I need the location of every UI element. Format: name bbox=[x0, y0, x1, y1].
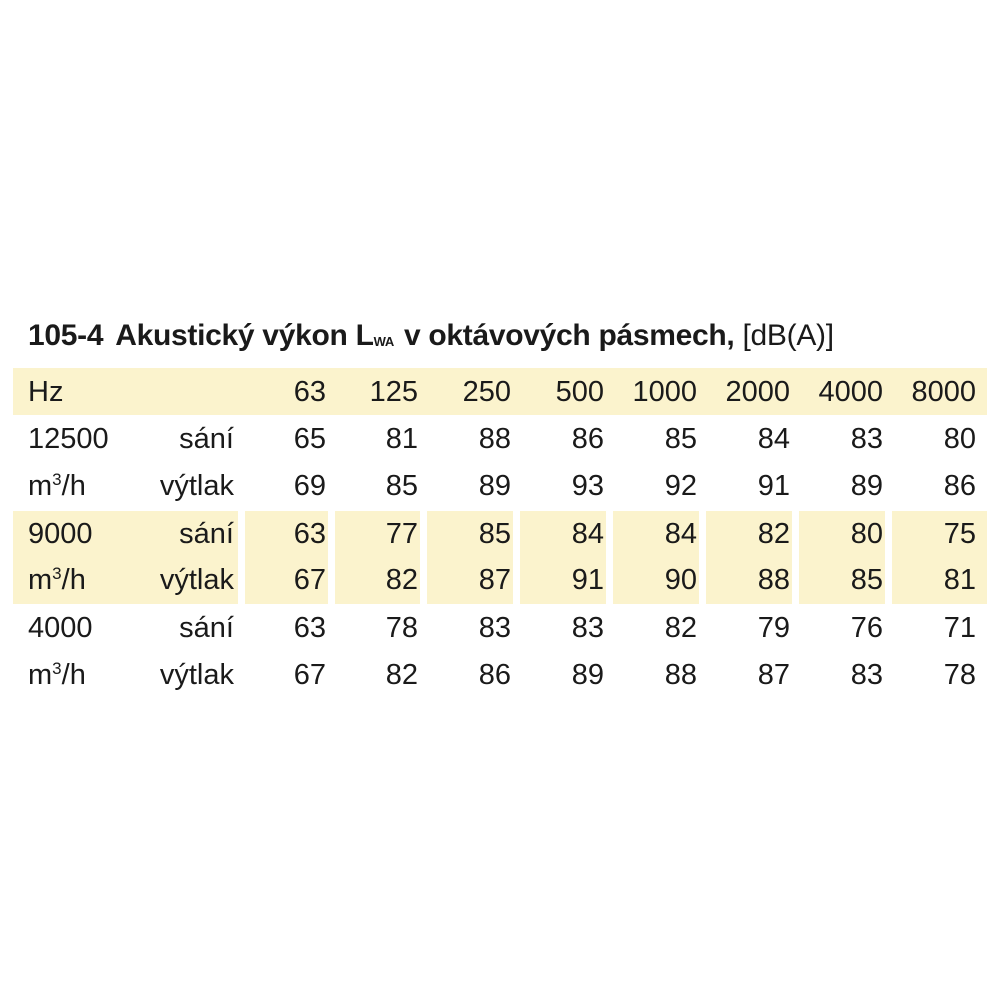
frequency-header: 63 bbox=[293, 376, 326, 408]
table-title bbox=[28, 314, 834, 363]
flow-unit-exponent: 3 bbox=[52, 659, 62, 678]
table-cell: 65 bbox=[293, 423, 326, 455]
table-cell: 83 bbox=[850, 423, 883, 455]
table-cell: 63 bbox=[293, 612, 326, 644]
table-cell: 84 bbox=[664, 518, 697, 550]
table-cell: 82 bbox=[385, 564, 418, 596]
table-cell: 75 bbox=[943, 518, 976, 550]
table-cell: 88 bbox=[664, 659, 697, 691]
table-cell: 84 bbox=[757, 423, 790, 455]
table-cell: 87 bbox=[478, 564, 511, 596]
table-cell: 80 bbox=[850, 518, 883, 550]
flow-value: 4000 bbox=[28, 612, 93, 644]
table-cell: 83 bbox=[850, 659, 883, 691]
flow-unit-base: m bbox=[28, 659, 53, 691]
table-cell: 86 bbox=[943, 470, 976, 502]
flow-value: 9000 bbox=[28, 518, 93, 550]
table-cell: 92 bbox=[664, 470, 697, 502]
table-cell: 87 bbox=[757, 659, 790, 691]
table-cell: 85 bbox=[664, 423, 697, 455]
flow-unit-tail: /h bbox=[61, 564, 86, 596]
table-cell: 80 bbox=[943, 423, 976, 455]
frequency-header: 4000 bbox=[818, 376, 883, 408]
title-symbol: L bbox=[355, 319, 374, 352]
frequency-header: 2000 bbox=[725, 376, 790, 408]
table-cell: 82 bbox=[664, 612, 697, 644]
frequency-header: 1000 bbox=[632, 376, 697, 408]
frequency-header: 125 bbox=[369, 376, 418, 408]
column-separator bbox=[699, 511, 706, 604]
row-label: sání bbox=[179, 518, 234, 550]
table-cell: 91 bbox=[571, 564, 604, 596]
table-cell: 86 bbox=[478, 659, 511, 691]
table-cell: 88 bbox=[478, 423, 511, 455]
row-label: výtlak bbox=[159, 659, 234, 691]
table-cell: 84 bbox=[571, 518, 604, 550]
column-separator bbox=[420, 511, 427, 604]
title-unit: [dB(A)] bbox=[742, 319, 834, 352]
table-cell: 79 bbox=[757, 612, 790, 644]
title-main: Akustický výkon bbox=[115, 319, 348, 352]
frequency-header: 250 bbox=[462, 376, 511, 408]
flow-unit-base: m bbox=[28, 470, 53, 502]
table-cell: 81 bbox=[943, 564, 976, 596]
table-cell: 85 bbox=[478, 518, 511, 550]
table-cell: 91 bbox=[757, 470, 790, 502]
table-cell: 85 bbox=[850, 564, 883, 596]
column-separator bbox=[328, 511, 335, 604]
row-label: výtlak bbox=[159, 470, 234, 502]
table-cell: 76 bbox=[850, 612, 883, 644]
table-cell: 67 bbox=[293, 564, 326, 596]
table-cell: 67 bbox=[293, 659, 326, 691]
table-cell: 89 bbox=[478, 470, 511, 502]
table-cell: 83 bbox=[478, 612, 511, 644]
column-separator bbox=[513, 511, 520, 604]
table-cell: 88 bbox=[757, 564, 790, 596]
table-cell: 82 bbox=[757, 518, 790, 550]
table-cell: 82 bbox=[385, 659, 418, 691]
flow-unit-base: m bbox=[28, 564, 53, 596]
frequency-header: 500 bbox=[555, 376, 604, 408]
title-band: v oktávových pásmech, bbox=[403, 319, 735, 352]
table-cell: 93 bbox=[571, 470, 604, 502]
row-label: sání bbox=[179, 423, 234, 455]
table-cell: 85 bbox=[385, 470, 418, 502]
flow-unit-tail: /h bbox=[61, 659, 86, 691]
table-cell: 89 bbox=[850, 470, 883, 502]
table-cell: 78 bbox=[385, 612, 418, 644]
column-separator bbox=[792, 511, 799, 604]
table-cell: 69 bbox=[293, 470, 326, 502]
flow-unit-exponent: 3 bbox=[52, 470, 62, 489]
flow-unit-exponent: 3 bbox=[52, 564, 62, 583]
table-cell: 89 bbox=[571, 659, 604, 691]
flow-unit-tail: /h bbox=[61, 470, 86, 502]
table-code: 105-4 bbox=[28, 319, 104, 352]
table-cell: 86 bbox=[571, 423, 604, 455]
frequency-header: 8000 bbox=[911, 376, 976, 408]
table-cell: 71 bbox=[943, 612, 976, 644]
table-cell: 78 bbox=[943, 659, 976, 691]
column-separator bbox=[885, 511, 892, 604]
flow-value: 12500 bbox=[28, 423, 109, 455]
row-label: sání bbox=[179, 612, 234, 644]
table-cell: 81 bbox=[385, 423, 418, 455]
row-label: výtlak bbox=[159, 564, 234, 596]
hz-label: Hz bbox=[28, 376, 64, 408]
column-separator bbox=[606, 511, 613, 604]
table-cell: 83 bbox=[571, 612, 604, 644]
table-cell: 77 bbox=[385, 518, 418, 550]
table-cell: 63 bbox=[293, 518, 326, 550]
title-symbol-subscript: WA bbox=[373, 334, 394, 349]
table-cell: 90 bbox=[664, 564, 697, 596]
column-separator bbox=[238, 511, 245, 604]
